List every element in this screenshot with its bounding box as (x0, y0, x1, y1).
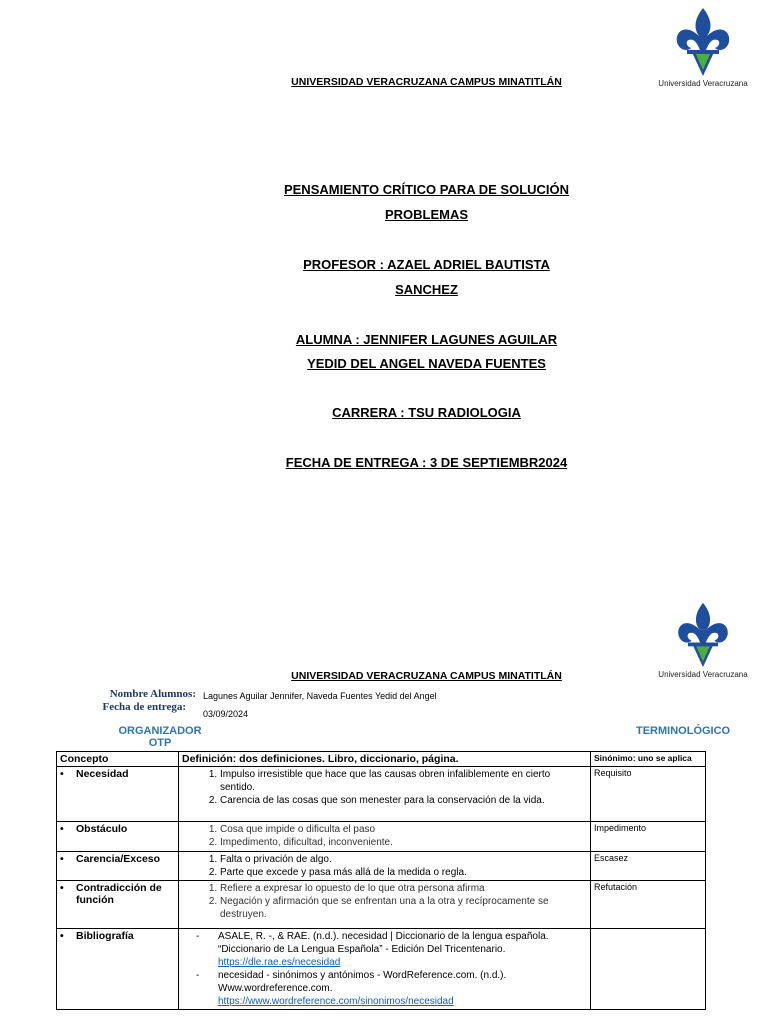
logo-caption: Universidad Veracruzana (658, 79, 748, 88)
names-value: Lagunes Aguilar Jennifer, Naveda Fuentes Yedid del Angel (203, 691, 437, 701)
student-line-1: ALUMNA : JENNIFER LAGUNES AGUILAR (295, 332, 558, 347)
definition-item: 1. Cosa que impide o dificulta el paso (220, 823, 587, 836)
table-row (57, 881, 706, 929)
career-line: CARRERA : TSU RADIOLOGIA (332, 405, 521, 420)
synonym-cell-empty (591, 929, 706, 1010)
logo-caption: Universidad Veracruzana (658, 670, 748, 679)
bibliography-link[interactable]: https://www.wordreference.com/sinonimos/necesidad (218, 996, 454, 1007)
definition-item: 1. Refiere a expresar lo opuesto de lo que otra persona afirma (220, 882, 587, 895)
concept-name: Necesidad (76, 768, 129, 780)
concept-name: Bibliografía (76, 930, 134, 942)
table-row (57, 767, 706, 822)
definition-item: 2. Impedimento, dificultad, inconveniente. (220, 836, 587, 849)
organizer-right: TERMINOLÓGICO (636, 725, 731, 737)
definition-cell (179, 822, 591, 852)
table-row (57, 822, 706, 852)
definition-cell (179, 767, 591, 822)
definition-item: 2. Parte que excede y pasa más allá de la medida o regla. (220, 866, 587, 879)
concept-name: Obstáculo (76, 823, 128, 835)
organizer-label (100, 725, 220, 749)
delivery-date-line: FECHA DE ENTREGA : 3 DE SEPTIEMBR2024 (285, 455, 568, 470)
definition-item: 1. Impulso irresistible que hace que las causas obren infaliblemente en cierto sentido. (220, 768, 587, 794)
synonym-cell: Impedimento (591, 822, 706, 852)
synonym-cell: Refutación (591, 881, 706, 929)
header-definition: Definición: dos definiciones. Libro, diccionario, página. (179, 752, 591, 767)
university-logo-page2 (653, 601, 753, 679)
student-line-2: YEDID DEL ANGEL NAVEDA FUENTES (307, 356, 546, 371)
organizer-sub: OTP (148, 737, 172, 749)
header-concept: Concepto (57, 752, 179, 767)
concept-cell: • Carencia/Exceso (57, 852, 179, 881)
definition-cell (179, 881, 591, 929)
bibliography-entry (196, 930, 587, 969)
bibliography-link[interactable]: https://dle.rae.es/necesidad (218, 957, 341, 968)
synonym-cell: Requisito (591, 767, 706, 822)
university-header: UNIVERSIDAD VERACRUZANA CAMPUS MINATITLÁN (291, 76, 562, 88)
header-synonym: Sinónimo: uno se aplica (591, 752, 706, 767)
bibliography-text: necesidad - sinónimos y antónimos - WordReference.com. (n.d.). Www.wordreference.com. (218, 970, 507, 994)
bibliography-entry (196, 969, 587, 1008)
professor-line-2: SANCHEZ (395, 282, 458, 297)
course-title-line-1: PENSAMIENTO CRÍTICO PARA DE SOLUCIÓN (283, 182, 570, 197)
bibliography-text: ASALE, R. -, & RAE. (n.d.). necesidad | Diccionario de la lengua española. “Diccionario de La Lengua Española” - Edición Del Tricentenario. (218, 931, 549, 955)
definition-item: 2. Negación y afirmación que se enfrentan una a la otra y recíprocamente se destruyen. (220, 895, 587, 921)
professor-line-1: PROFESOR : AZAEL ADRIEL BAUTISTA (303, 257, 550, 272)
table-row (57, 852, 706, 881)
synonym-cell: Escasez (591, 852, 706, 881)
terminology-table (56, 751, 706, 1010)
fleur-de-lis-logo-icon (673, 601, 733, 669)
concept-name: Carencia/Exceso (76, 853, 161, 865)
course-title-line-2: PROBLEMAS (384, 207, 469, 222)
date-label: Fecha de entrega: (102, 701, 186, 713)
organizer-left: ORGANIZADOR (118, 725, 202, 737)
definition-cell (179, 852, 591, 881)
definition-item: 2. Carencia de las cosas que son menester para la conservación de la vida. (220, 794, 587, 807)
date-value: 03/09/2024 (203, 709, 249, 719)
concept-name: Contradicción de función (76, 882, 162, 906)
concept-cell: • Obstáculo (57, 822, 179, 852)
concept-cell: • Necesidad (57, 767, 179, 822)
names-label: Nombre Alumnos: (109, 688, 196, 700)
concept-cell: • Contradicción de función (57, 881, 179, 929)
definition-item: 1. Falta o privación de algo. (220, 853, 587, 866)
concept-cell: • Bibliografía (57, 929, 179, 1010)
university-header-page2: UNIVERSIDAD VERACRUZANA CAMPUS MINATITLÁN (291, 670, 562, 682)
table-row-bibliography (57, 929, 706, 1010)
fleur-de-lis-logo-icon (673, 6, 733, 78)
bibliography-cell (179, 929, 591, 1010)
table-header-row (57, 752, 706, 767)
